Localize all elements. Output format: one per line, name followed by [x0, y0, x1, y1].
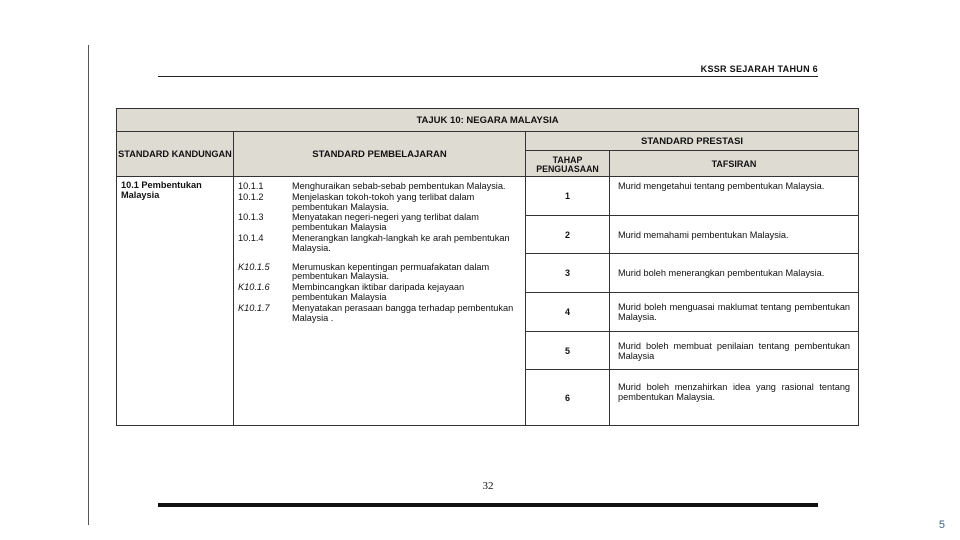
slide-number: 5 [938, 519, 945, 531]
header-standard-pembelajaran: STANDARD PEMBELAJARAN [234, 132, 526, 177]
curriculum-table [116, 108, 859, 426]
outcome-code: K10.1.5 [238, 261, 270, 272]
outcome-text: Membincangkan iktibar daripada kejayaan pembentukan Malaysia [292, 282, 465, 302]
outcome-text: Menjelaskan tokoh-tokoh yang terlibat dalam pembentukan Malaysia. [292, 191, 475, 212]
learning-outcomes-cell [234, 177, 526, 426]
slide-left-rule [88, 45, 89, 525]
tahap-level: 5 [526, 332, 610, 370]
header-standard-kandungan: STANDARD KANDUNGAN [117, 132, 234, 177]
learning-outcome [238, 234, 521, 254]
table-title-row [117, 109, 859, 132]
learning-outcome [238, 263, 521, 283]
footer-rule [158, 503, 818, 507]
tafsiran-text: Murid boleh menzahirkan idea yang rasional tentang pembentukan Malaysia. [610, 370, 859, 426]
outcome-text: Menyatakan perasaan bangga terhadap pembentukan Malaysia . [292, 302, 514, 323]
header-row-1 [117, 132, 859, 151]
document-header: KSSR SEJARAH TAHUN 6 [700, 64, 818, 74]
tafsiran-text: Murid boleh menerangkan pembentukan Malaysia. [610, 254, 859, 293]
header-tafsiran: TAFSIRAN [610, 151, 859, 177]
page-number: 32 [482, 480, 494, 492]
learning-outcome [238, 213, 521, 233]
outcome-code: 10.1.4 [238, 232, 264, 243]
standard-kandungan-cell: 10.1 Pembentukan Malaysia [117, 177, 234, 426]
tahap-level: 1 [526, 177, 610, 216]
tahap-level: 2 [526, 216, 610, 254]
outcome-text: Menyatakan negeri-negeri yang terlibat dalam pembentukan Malaysia [292, 212, 479, 233]
tafsiran-text: Murid memahami pembentukan Malaysia. [610, 216, 859, 254]
outcome-text: Menghuraikan sebab-sebab pembentukan Malaysia. [292, 181, 506, 191]
learning-outcome [238, 193, 521, 213]
learning-outcome [238, 182, 521, 192]
table-title: TAJUK 10: NEGARA MALAYSIA [117, 109, 859, 132]
table-row [117, 177, 859, 216]
header-tahap-penguasaan: TAHAP PENGUASAAN [526, 151, 610, 177]
outcome-code: 10.1.3 [238, 212, 264, 223]
tafsiran-text: Murid mengetahui tentang pembentukan Malaysia. [610, 177, 859, 216]
tafsiran-text: Murid boleh membuat penilaian tentang pembentukan Malaysia [610, 332, 859, 370]
outcome-text: Menerangkan langkah-langkah ke arah pembentukan Malaysia. [292, 232, 510, 253]
tafsiran-text: Murid boleh menguasai maklumat tentang pembentukan Malaysia. [610, 293, 859, 332]
outcome-code: 10.1.2 [238, 191, 264, 202]
learning-outcome [238, 304, 521, 324]
outcome-code: 10.1.1 [238, 181, 264, 191]
outcome-code: K10.1.7 [238, 302, 270, 313]
header-divider [158, 76, 818, 77]
tahap-level: 3 [526, 254, 610, 293]
tahap-level: 4 [526, 293, 610, 332]
outcome-text: Merumuskan kepentingan permuafakatan dalam pembentukan Malaysia. [292, 261, 490, 282]
learning-outcome [238, 283, 521, 303]
outcome-code: K10.1.6 [238, 282, 270, 293]
header-standard-prestasi: STANDARD PRESTASI [526, 132, 859, 151]
tahap-level: 6 [526, 370, 610, 426]
